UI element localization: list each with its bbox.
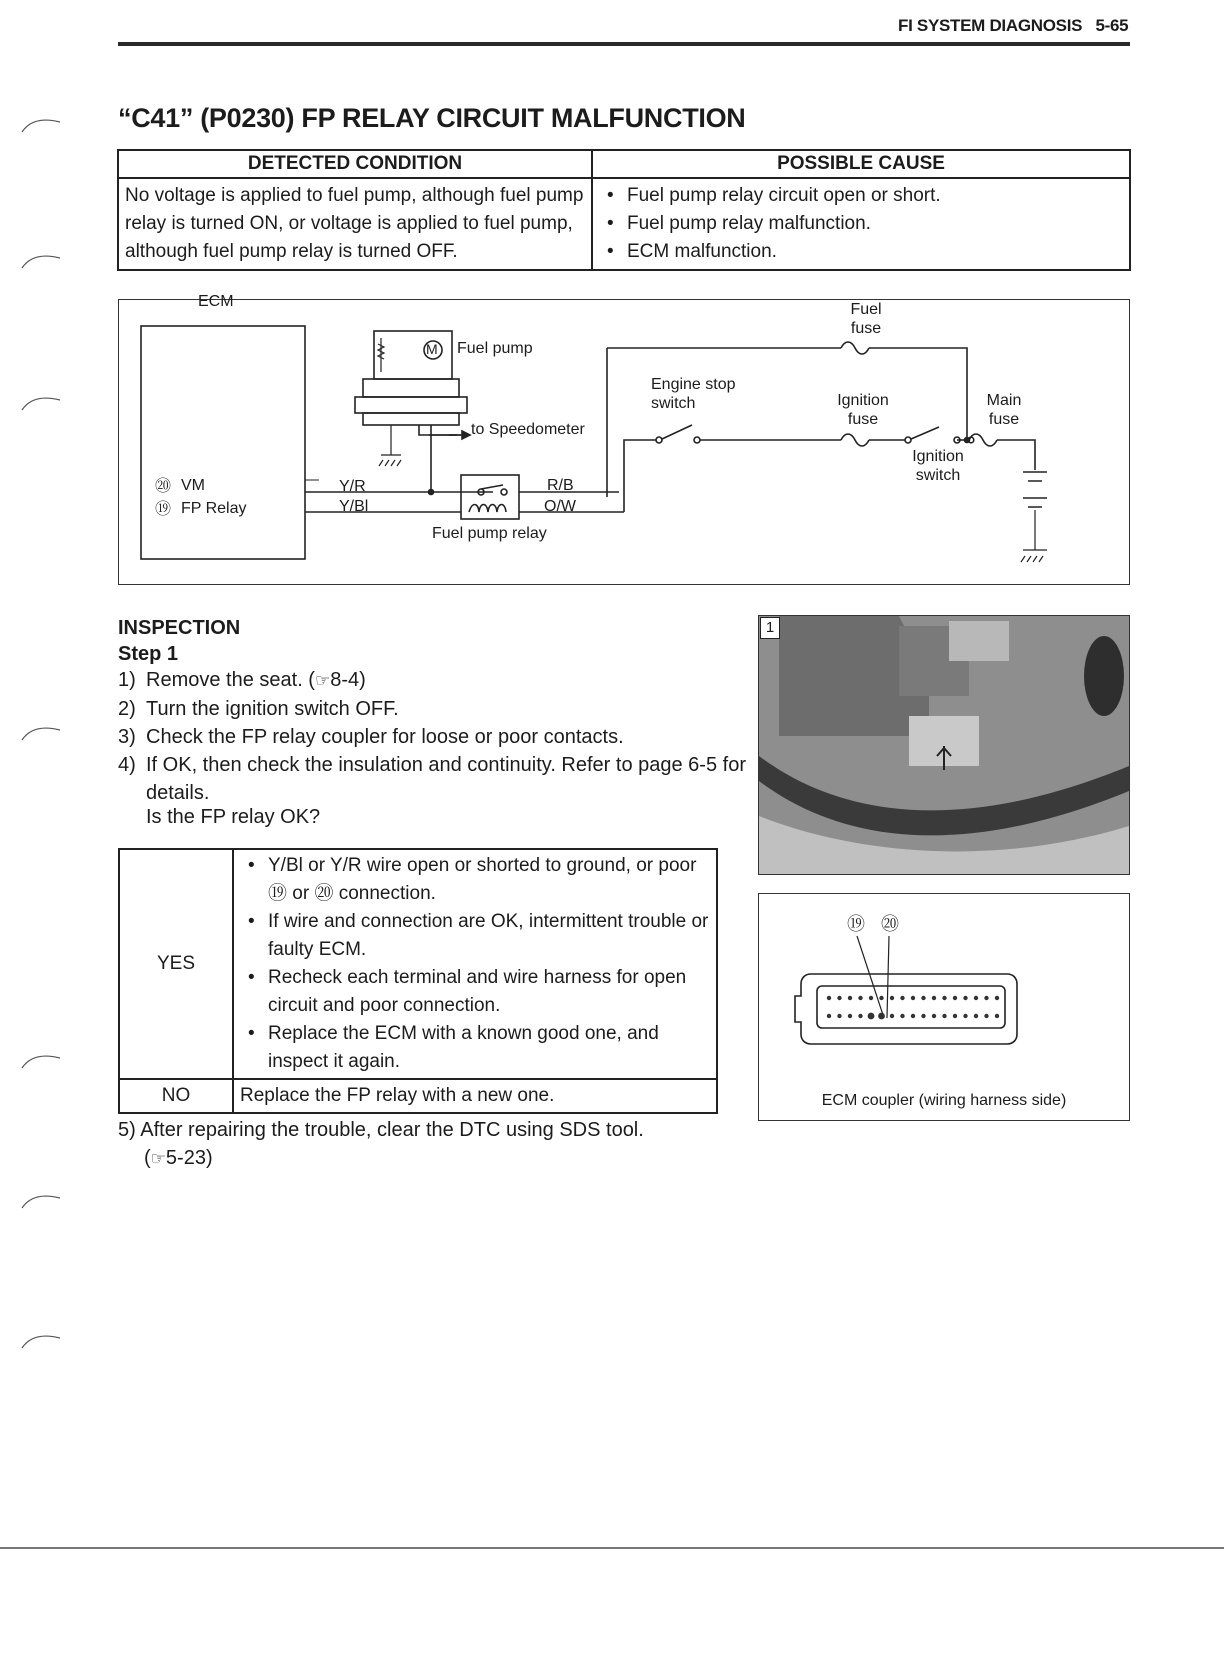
yes-actions bbox=[233, 849, 717, 1079]
possible-cause-header: POSSIBLE CAUSE bbox=[592, 150, 1130, 178]
coupler-pin bbox=[837, 996, 841, 1000]
photo-number: 1 bbox=[760, 617, 780, 639]
binder-mark bbox=[20, 1048, 64, 1088]
wire-yr-label: Y/R bbox=[339, 478, 366, 495]
fuel-pump-relay-box bbox=[461, 475, 519, 519]
pin-20-label: ⑳ bbox=[881, 914, 899, 934]
ecm-box bbox=[141, 326, 305, 559]
photo-illustration bbox=[759, 616, 1129, 874]
coupler-pin bbox=[858, 1014, 862, 1018]
header-rule bbox=[118, 42, 1130, 46]
fuel-fuse-label-2: fuse bbox=[850, 320, 882, 337]
relay-coupler-photo bbox=[758, 615, 1130, 875]
condition-table bbox=[117, 149, 1131, 271]
ignition-fuse-label-1: Ignition bbox=[837, 392, 889, 409]
detected-condition-header: DETECTED CONDITION bbox=[118, 150, 592, 178]
yes-action-item: • Y/Bl or Y/R wire open or shorted to ground, or poor ⑲ or ⑳ connection. bbox=[240, 852, 710, 908]
detected-condition-text: No voltage is applied to fuel pump, although fuel pump relay is turned ON, or voltage is applied to fuel pump, although fuel pump relay is turned OFF. bbox=[118, 178, 592, 270]
coupler-pin bbox=[890, 1014, 894, 1018]
coupler-pin bbox=[984, 996, 988, 1000]
coupler-pin bbox=[942, 996, 946, 1000]
coupler-pin bbox=[858, 996, 862, 1000]
coupler-pin bbox=[984, 1014, 988, 1018]
coupler-pin bbox=[995, 996, 999, 1000]
inspection-question: Is the FP relay OK? bbox=[146, 806, 321, 828]
wire-ybl-label: Y/Bl bbox=[339, 498, 369, 515]
page-title: “C41” (P0230) FP RELAY CIRCUIT MALFUNCTION bbox=[118, 103, 746, 133]
coupler-pin bbox=[942, 1014, 946, 1018]
coupler-pin bbox=[827, 1014, 831, 1018]
coupler-pin bbox=[953, 996, 957, 1000]
vm-pin-label: VM bbox=[181, 477, 205, 494]
yes-action-item: • If wire and connection are OK, intermittent trouble or faulty ECM. bbox=[240, 908, 710, 964]
coupler-pin bbox=[911, 996, 915, 1000]
cause-item: • Fuel pump relay circuit open or short. bbox=[599, 182, 1123, 210]
page-reference[interactable]: 8-4 bbox=[330, 669, 360, 691]
cause-item: • Fuel pump relay malfunction. bbox=[599, 210, 1123, 238]
coupler-pin bbox=[953, 1014, 957, 1018]
coupler-pin bbox=[879, 996, 883, 1000]
coupler-pin bbox=[974, 996, 978, 1000]
wire-rb-label: R/B bbox=[547, 477, 574, 494]
reference-icon: ☞ bbox=[150, 1149, 166, 1168]
wiring-schematic bbox=[119, 300, 1129, 584]
ignition-switch-label-1: Ignition bbox=[912, 448, 964, 465]
header-section: FI SYSTEM DIAGNOSIS bbox=[898, 16, 1083, 35]
ecm-label: ECM bbox=[198, 293, 234, 310]
page-number: 5-65 bbox=[1095, 16, 1129, 35]
yes-label: YES bbox=[119, 849, 233, 1079]
motor-symbol: M bbox=[426, 341, 438, 357]
coupler-pin bbox=[869, 996, 873, 1000]
coupler-pin bbox=[932, 1014, 936, 1018]
coupler-pin bbox=[963, 996, 967, 1000]
fuel-pump-relay-label: Fuel pump relay bbox=[432, 525, 547, 542]
vm-pin-num: ⑳ bbox=[155, 478, 172, 495]
step-5: 5) After repairing the trouble, clear the DTC using SDS tool. (☞5-23) bbox=[118, 1116, 708, 1173]
coupler-pin bbox=[868, 1013, 875, 1020]
reference-icon: ☞ bbox=[314, 671, 331, 690]
coupler-pin bbox=[848, 1014, 852, 1018]
step-item: 4) If OK, then check the insulation and continuity. Refer to page 6-5 for details. bbox=[118, 754, 746, 804]
coupler-pin bbox=[995, 1014, 999, 1018]
step-item: 3) Check the FP relay coupler for loose or poor contacts. bbox=[118, 726, 624, 748]
step-heading: Step 1 bbox=[118, 643, 179, 665]
ecm-coupler-figure bbox=[758, 893, 1130, 1121]
coupler-pin bbox=[890, 996, 894, 1000]
coupler-outline bbox=[795, 974, 1017, 1044]
coupler-pin bbox=[878, 1013, 885, 1020]
page-reference[interactable]: 5-23 bbox=[165, 1147, 206, 1169]
coupler-pin bbox=[921, 1014, 925, 1018]
ignition-switch-label-2: switch bbox=[915, 467, 961, 484]
no-action: Replace the FP relay with a new one. bbox=[233, 1079, 717, 1113]
fuel-fuse-label-1: Fuel bbox=[850, 301, 882, 318]
coupler-pin bbox=[900, 996, 904, 1000]
binder-mark bbox=[20, 248, 64, 288]
possible-cause-cell bbox=[592, 178, 1130, 270]
coupler-pin bbox=[932, 996, 936, 1000]
wiring-diagram bbox=[118, 293, 1130, 585]
page-header bbox=[898, 16, 1128, 36]
step-5-text: 5) After repairing the trouble, clear the DTC using SDS tool. bbox=[118, 1119, 644, 1141]
fp-pin-num: ⑲ bbox=[155, 501, 172, 518]
coupler-pin bbox=[848, 996, 852, 1000]
cause-item: • ECM malfunction. bbox=[599, 238, 1123, 266]
main-fuse-label-1: Main bbox=[986, 392, 1022, 409]
inspection-heading: INSPECTION bbox=[118, 617, 241, 639]
inspection-steps bbox=[118, 666, 758, 807]
bottom-rule bbox=[0, 1547, 1224, 1549]
main-fuse-label-2: fuse bbox=[988, 411, 1020, 428]
coupler-pin bbox=[900, 1014, 904, 1018]
binder-mark bbox=[20, 390, 64, 430]
coupler-pin bbox=[827, 996, 831, 1000]
to-speedometer-label: to Speedometer bbox=[471, 421, 585, 438]
binder-mark bbox=[20, 112, 64, 152]
coupler-pin bbox=[974, 1014, 978, 1018]
fuel-pump-label: Fuel pump bbox=[457, 340, 533, 357]
step-item: 1) Remove the seat. (☞8-4) bbox=[118, 666, 758, 695]
yes-action-item: • Recheck each terminal and wire harness for open circuit and poor connection. bbox=[240, 964, 710, 1020]
wire-ow-label: O/W bbox=[544, 498, 576, 515]
yes-action-item: • Replace the ECM with a known good one, and inspect it again. bbox=[240, 1020, 710, 1076]
yes-no-table bbox=[118, 848, 718, 1114]
ecm-coupler-caption: ECM coupler (wiring harness side) bbox=[821, 1092, 1067, 1109]
ecm-coupler-drawing bbox=[759, 894, 1129, 1094]
coupler-pin bbox=[837, 1014, 841, 1018]
pin-19-label: ⑲ bbox=[847, 914, 865, 934]
step-item: 2) Turn the ignition switch OFF. bbox=[118, 698, 399, 720]
binder-mark bbox=[20, 1328, 64, 1368]
ignition-fuse-label-2: fuse bbox=[847, 411, 879, 428]
coupler-pin bbox=[963, 1014, 967, 1018]
coupler-pin bbox=[921, 996, 925, 1000]
binder-mark bbox=[20, 1188, 64, 1228]
engine-stop-label-2: switch bbox=[651, 395, 696, 412]
no-label: NO bbox=[119, 1079, 233, 1113]
engine-stop-label-1: Engine stop bbox=[651, 376, 736, 393]
fp-relay-pin-label: FP Relay bbox=[181, 500, 247, 517]
binder-mark bbox=[20, 720, 64, 760]
coupler-pin bbox=[911, 1014, 915, 1018]
